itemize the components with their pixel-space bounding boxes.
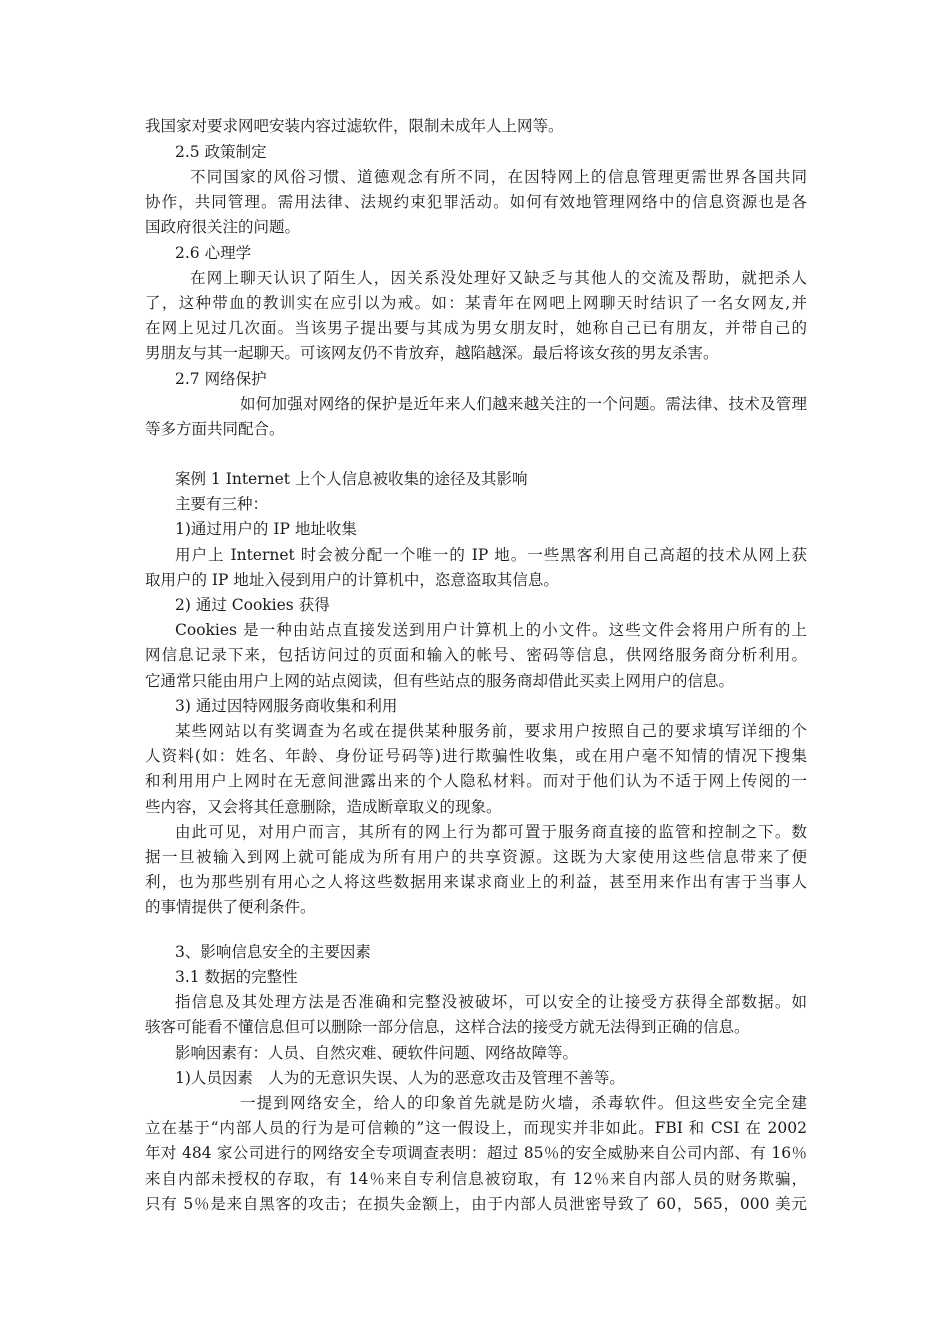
paragraph-line: 指信息及其处理方法是否准确和完整没被破坏，可以安全的让接受方获得全部数据。如 [175, 993, 807, 1011]
paragraph-line: 利，也为那些别有用心之人将这些数据用来谋求商业上的利益，甚至用来作出有害于当事人 [145, 873, 807, 891]
section-heading: 2.5 政策制定 [175, 143, 267, 161]
paragraph-line: 和利用用户上网时在无意间泄露出来的个人隐私材料。而对于他们认为不适于网上传阅的一 [145, 772, 807, 790]
paragraph-line: 立在基于“内部人员的行为是可信赖的”这一假设上，而现实并非如此。FBI 和 CSI 在 2002 [145, 1119, 807, 1137]
paragraph-line: 在网上见过几次面。当该男子提出要与其成为男女朋友时，她称自己已有朋友，并带自己的 [145, 319, 807, 337]
paragraph-line: 用户上 Internet 时会被分配一个唯一的 IP 地。一些黑客利用自己高超的技术从网上获 [175, 546, 807, 564]
section-heading: 3.1 数据的完整性 [175, 968, 298, 986]
paragraph-line: 影响因素有：人员、自然灾难、硬软件问题、网络故障等。 [175, 1044, 579, 1062]
paragraph-line: 只有 5％是来自黑客的攻击；在损失金额上，由于内部人员泄密导致了 60，565，000 美元 [145, 1195, 807, 1213]
paragraph-line: 些内容，又会将其任意删除，造成断章取义的现象。 [145, 798, 502, 816]
paragraph-line: 的事情提供了便利条件。 [145, 898, 316, 916]
paragraph-line: 在网上聊天认识了陌生人，因关系没处理好又缺乏与其他人的交流及帮助，就把杀人 [190, 269, 807, 287]
paragraph-line: 据一旦被输入到网上就可能成为所有用户的共享资源。这既为大家使用这些信息带来了便 [145, 848, 807, 866]
paragraph-line: 一提到网络安全，给人的印象首先就是防火墙，杀毒软件。但这些安全完全建 [240, 1094, 807, 1112]
section-heading: 3、影响信息安全的主要因素 [175, 943, 371, 961]
paragraph-line: 网信息记录下来，包括访问过的页面和输入的帐号、密码等信息，供网络服务商分析利用。 [145, 646, 807, 664]
list-item-heading: 3) 通过因特网服务商收集和利用 [175, 697, 398, 715]
paragraph-line: 等多方面共同配合。 [145, 420, 285, 438]
paragraph-line: 国政府很关注的问题。 [145, 218, 301, 236]
paragraph-line: 男朋友与其一起聊天。可该网友仍不肯放弃，越陷越深。最后将该女孩的男友杀害。 [145, 344, 719, 362]
list-item-heading: 1)人员因素 人为的无意识失误、人为的恶意攻击及管理不善等。 [175, 1069, 625, 1087]
paragraph-line: 了，这种带血的教训实在应引以为戒。如：某青年在网吧上网聊天时结识了一名女网友,并 [145, 294, 807, 312]
paragraph-line: 不同国家的风俗习惯、道德观念有所不同，在因特网上的信息管理更需世界各国共同 [190, 168, 807, 186]
paragraph-line: 如何加强对网络的保护是近年来人们越来越关注的一个问题。需法律、技术及管理 [240, 395, 807, 413]
paragraph-line: 骇客可能看不懂信息但可以删除一部分信息，这样合法的接受方就无法得到正确的信息。 [145, 1018, 750, 1036]
list-item-heading: 2) 通过 Cookies 获得 [175, 596, 330, 614]
list-item-heading: 1)通过用户的 IP 地址收集 [175, 520, 357, 538]
paragraph-line: 人资料(如：姓名、年龄、身份证号码等)进行欺骗性收集，或在用户毫不知情的情况下搜集 [145, 747, 807, 765]
paragraph-line: 年对 484 家公司进行的网络安全专项调查表明：超过 85％的安全威胁来自公司内部、有 16％ [145, 1144, 807, 1162]
paragraph-line: Cookies 是一种由站点直接发送到用户计算机上的小文件。这些文件会将用户所有的上 [175, 621, 807, 639]
paragraph-line: 由此可见，对用户而言，其所有的网上行为都可置于服务商直接的监管和控制之下。数 [175, 823, 807, 841]
paragraph-line: 我国家对要求网吧安装内容过滤软件，限制未成年人上网等。 [145, 117, 564, 135]
case-heading: 案例 1 Internet 上个人信息被收集的途径及其影响 [175, 470, 528, 488]
paragraph-line: 主要有三种： [175, 495, 269, 513]
paragraph-line: 协作，共同管理。需用法律、法规约束犯罪活动。如何有效地管理网络中的信息资源也是各 [145, 193, 807, 211]
paragraph-line: 某些网站以有奖调查为名或在提供某种服务前，要求用户按照自己的要求填写详细的个 [175, 722, 807, 740]
paragraph-line: 它通常只能由用户上网的站点阅读，但有些站点的服务商却借此买卖上网用户的信息。 [145, 672, 735, 690]
paragraph-line: 取用户的 IP 地址入侵到用户的计算机中，恣意盗取其信息。 [145, 571, 559, 589]
section-heading: 2.7 网络保护 [175, 370, 267, 388]
paragraph-line: 来自内部未授权的存取，有 14％来自专利信息被窃取，有 12％来自内部人员的财务欺骗， [145, 1170, 807, 1188]
section-heading: 2.6 心理学 [175, 244, 252, 262]
